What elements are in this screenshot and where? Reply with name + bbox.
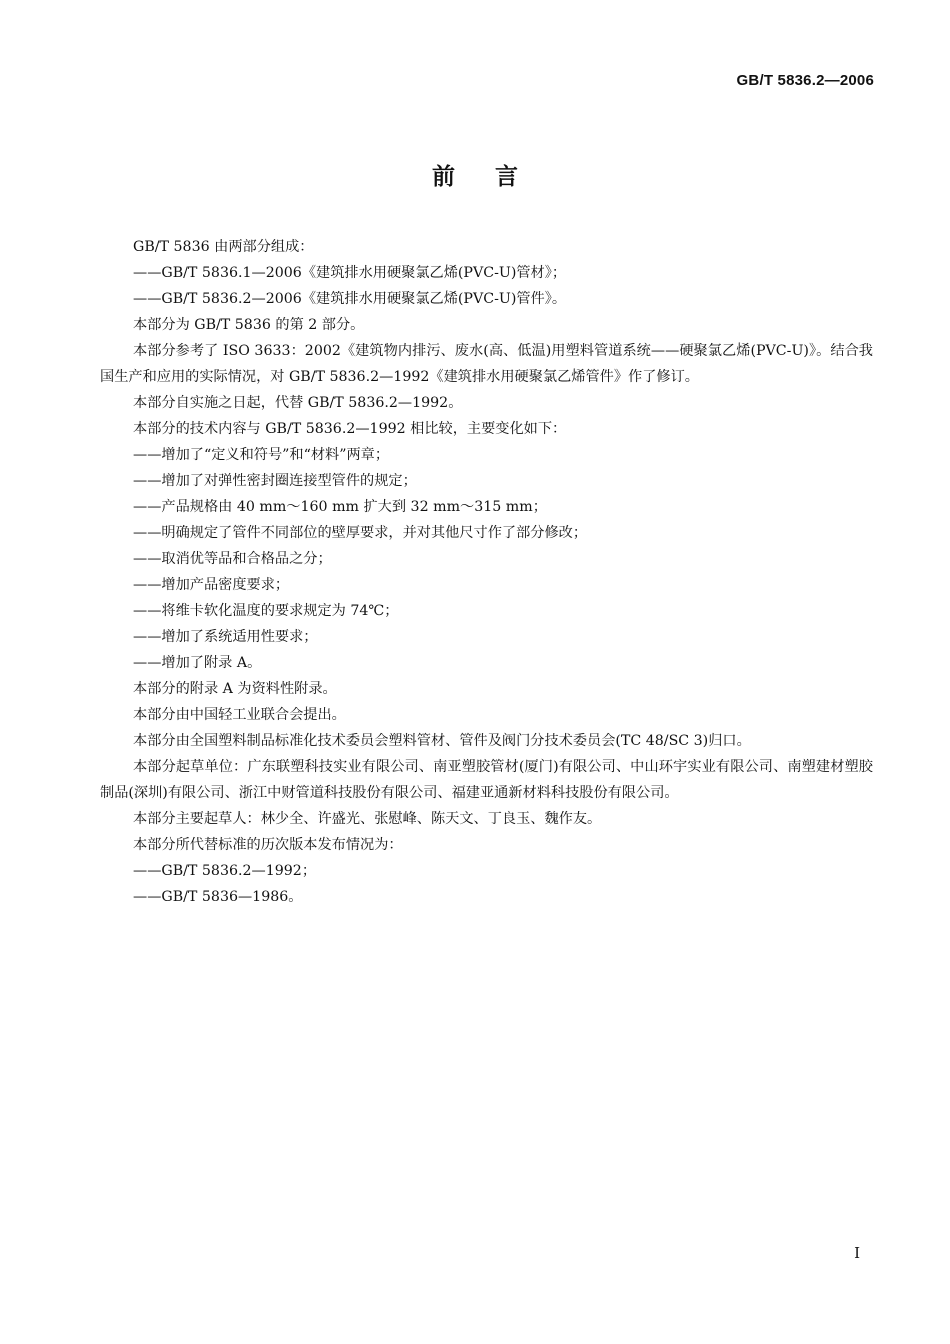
- page-title: 前言: [432, 164, 558, 190]
- paragraph: 本部分主要起草人：林少全、许盛光、张慰峰、陈天文、丁良玉、魏作友。: [133, 811, 602, 827]
- paragraph: 本部分为 GB/T 5836 的第 2 部分。: [133, 317, 365, 333]
- paragraph: GB/T 5836 由两部分组成：: [133, 239, 314, 255]
- paragraph: 本部分由全国塑料制品标准化技术委员会塑料管材、管件及阀门分技术委员会(TC 48/SC 3)归口。: [133, 733, 751, 749]
- foreword-body: [100, 234, 873, 910]
- list-item: ——GB/T 5836.2—2006《建筑排水用硬聚氯乙烯(PVC-U)管件》。: [133, 291, 567, 307]
- list-item: ——GB/T 5836.2—1992；: [133, 863, 317, 879]
- paragraph: 本部分的技术内容与 GB/T 5836.2—1992 相比较，主要变化如下：: [133, 421, 567, 437]
- list-item: ——增加了系统适用性要求；: [133, 629, 318, 645]
- paragraph: 本部分参考了 ISO 3633：2002《建筑物内排污、废水(高、低温)用塑料管道系统——硬聚氯乙烯(PVC-U)》。结合我国生产和应用的实际情况，对 GB/T 5836.2—1992《建筑排水用硬聚氯乙烯管件》作了修订。: [100, 343, 873, 385]
- page-number: I: [854, 1244, 860, 1262]
- list-item: ——增加了“定义和符号”和“材料”两章；: [133, 447, 390, 463]
- list-item: ——产品规格由 40 mm～160 mm 扩大到 32 mm～315 mm；: [133, 499, 547, 515]
- paragraph: 本部分的附录 A 为资料性附录。: [133, 681, 337, 697]
- list-item: ——GB/T 5836.1—2006《建筑排水用硬聚氯乙烯(PVC-U)管材》；: [133, 265, 567, 281]
- paragraph: 本部分自实施之日起，代替 GB/T 5836.2—1992。: [133, 395, 463, 411]
- list-item: ——取消优等品和合格品之分；: [133, 551, 332, 567]
- list-item: ——GB/T 5836—1986。: [133, 889, 303, 905]
- standard-code-header: GB/T 5836.2—2006: [736, 72, 874, 89]
- list-item: ——明确规定了管件不同部位的壁厚要求，并对其他尺寸作了部分修改；: [133, 525, 588, 541]
- list-item: ——将维卡软化温度的要求规定为 74℃；: [133, 603, 399, 619]
- list-item: ——增加了附录 A。: [133, 655, 262, 671]
- paragraph: 本部分由中国轻工业联合会提出。: [133, 707, 346, 723]
- list-item: ——增加产品密度要求；: [133, 577, 290, 593]
- paragraph: 本部分所代替标准的历次版本发布情况为：: [133, 837, 403, 853]
- paragraph: 本部分起草单位：广东联塑科技实业有限公司、南亚塑胶管材(厦门)有限公司、中山环宇实业有限公司、南塑建材塑胶制品(深圳)有限公司、浙江中财管道科技股份有限公司、福建亚通新材料科技股份有限公司。: [100, 759, 873, 801]
- list-item: ——增加了对弹性密封圈连接型管件的规定；: [133, 473, 417, 489]
